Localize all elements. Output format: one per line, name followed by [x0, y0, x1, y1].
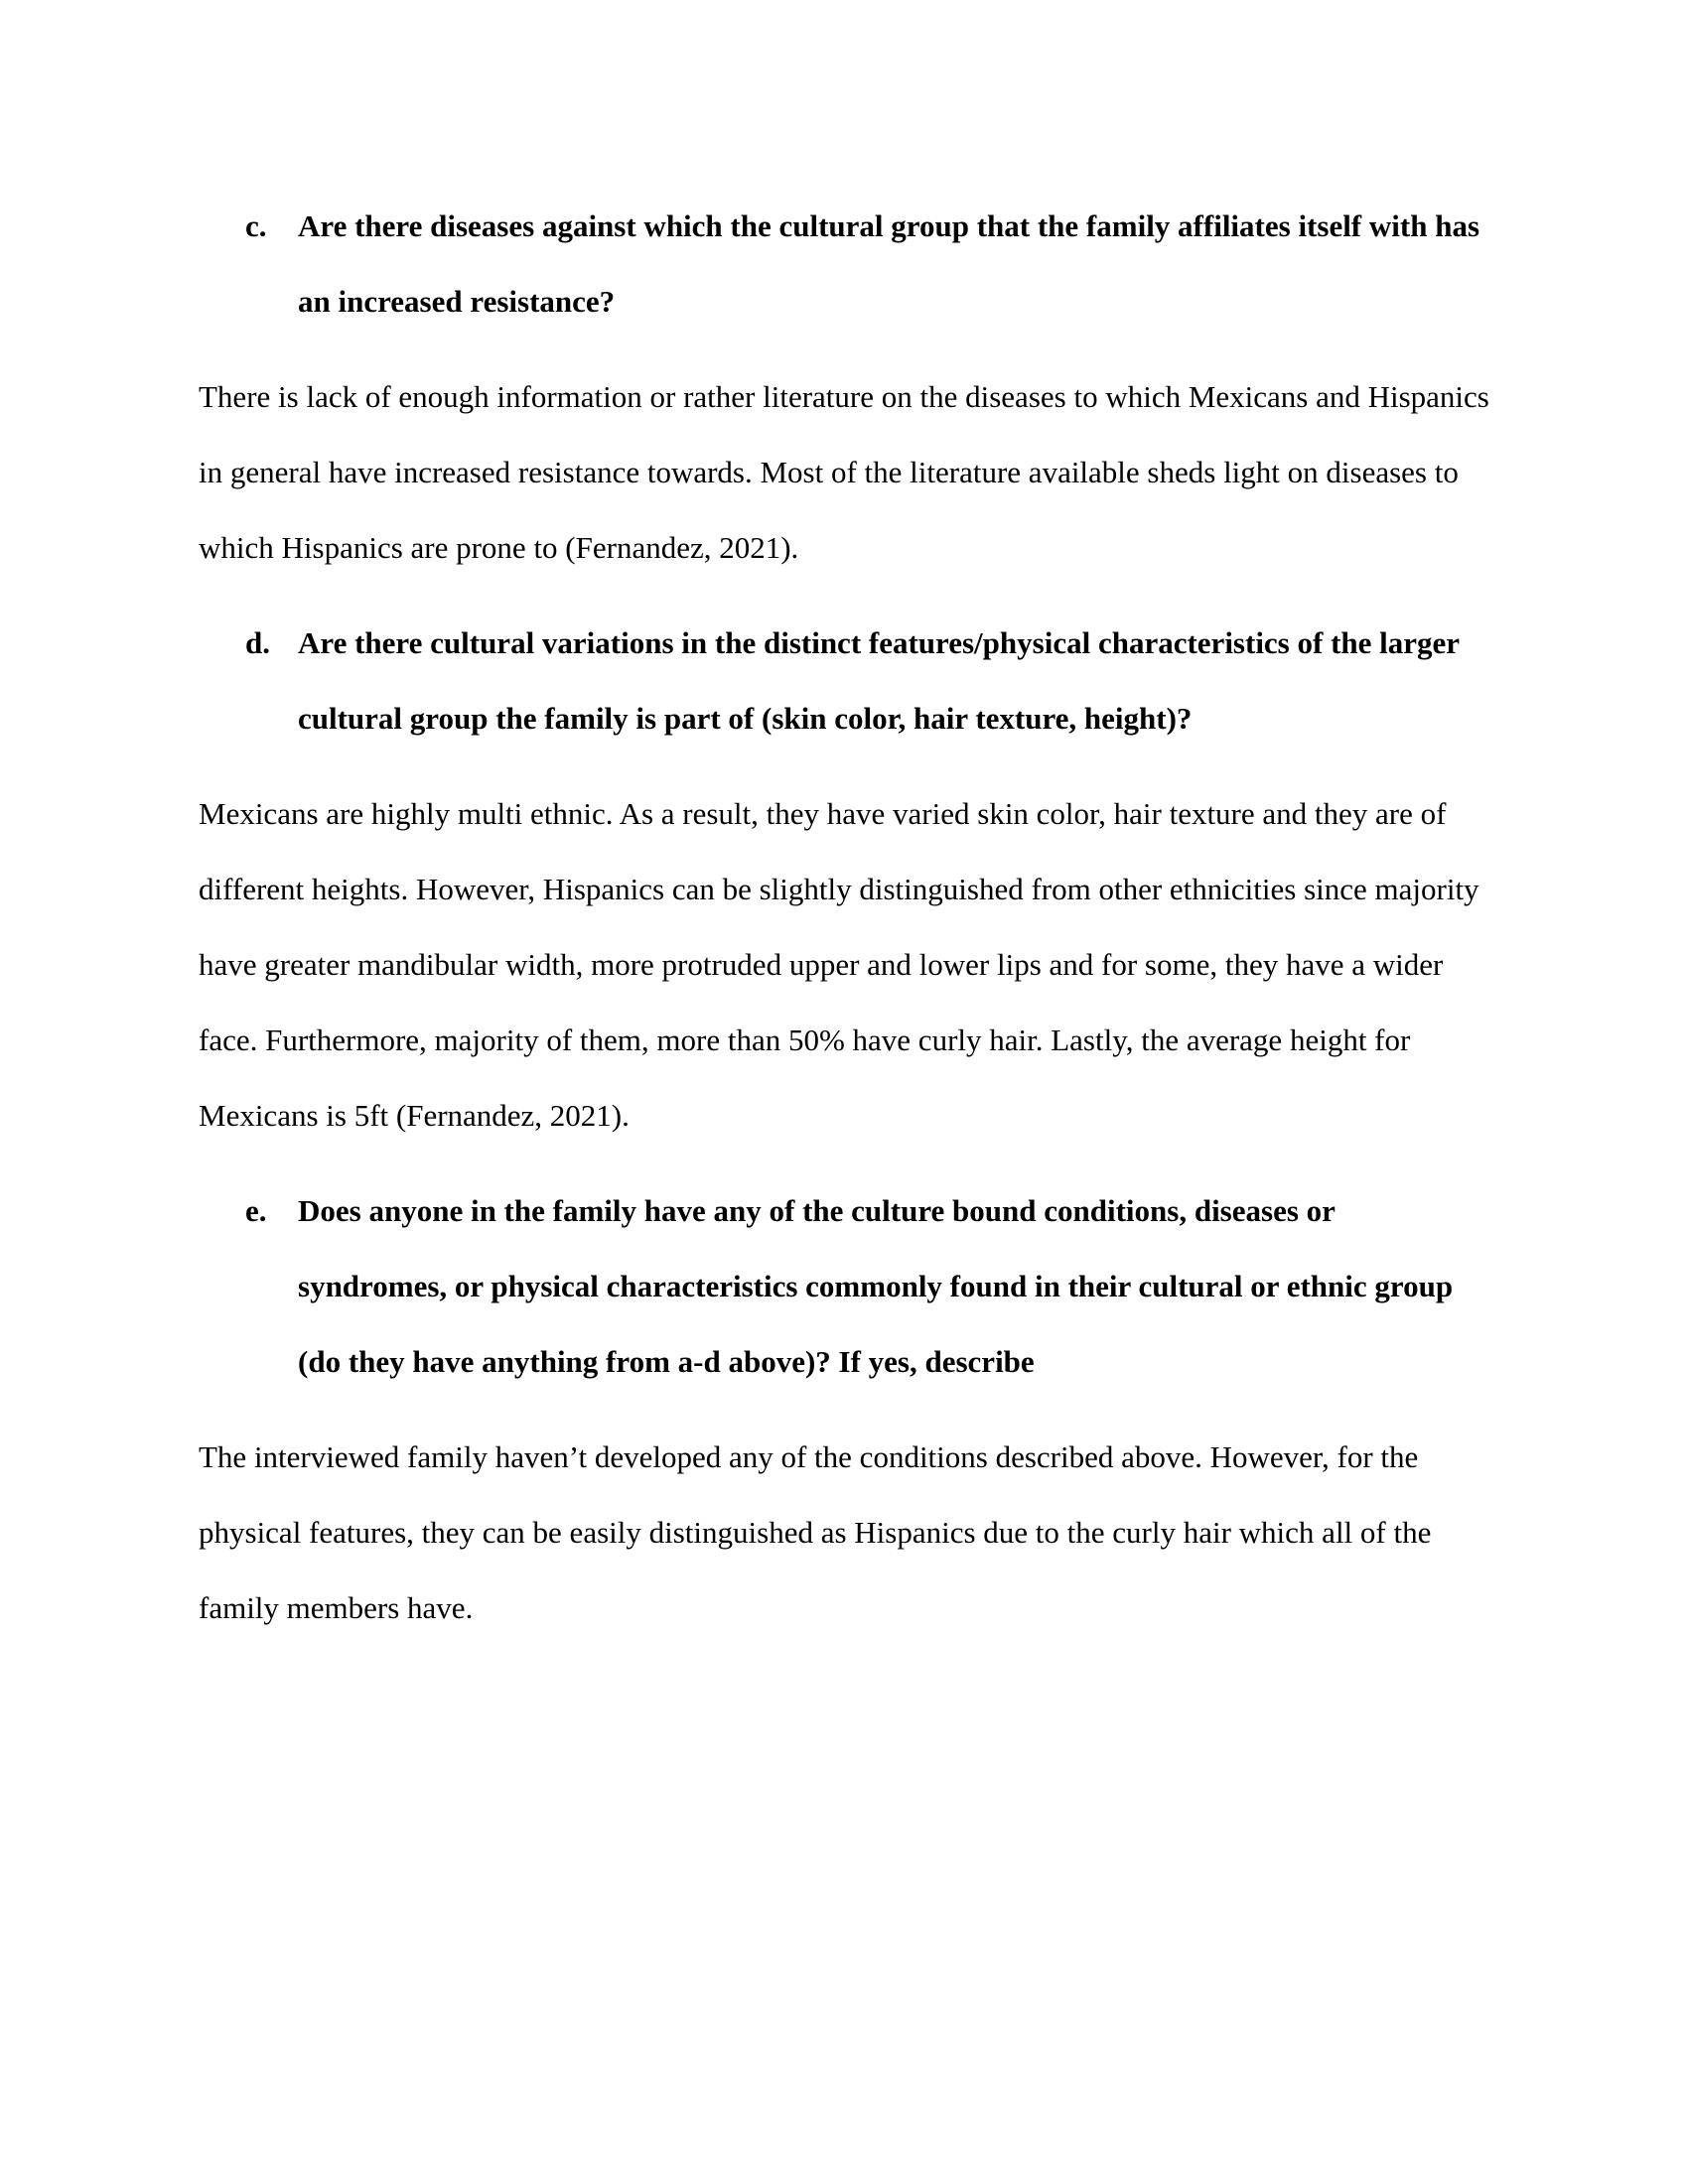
- answer-e-paragraph: The interviewed family haven’t developed any of the conditions described above. However, for the physical features, they can be easily distinguished as Hispanics due to the curly hair which all of the family members have.: [199, 1439, 1432, 1625]
- answer-d-paragraph: Mexicans are highly multi ethnic. As a result, they have varied skin color, hair texture and they are of different heights. However, Hispanics can be slightly distinguished from other ethnicities since majority have greater mandibular width, more protruded upper and lower lips and for some, they have a wider face. Furthermore, majority of them, more than 50% have curly hair. Lastly, the average height for Mexicans is 5ft (Fernandez, 2021).: [199, 796, 1479, 1133]
- question-e-text: Does anyone in the family have any of the culture bound conditions, diseases or syndromes, or physical characteristics commonly found in their cultural or ethnic group (do they have anything from a-d above)? If yes, describe: [298, 1193, 1454, 1379]
- question-e-heading: [199, 1173, 1489, 1400]
- question-e-letter: e.: [245, 1193, 267, 1228]
- page-content: [199, 189, 1489, 1666]
- question-c-letter: c.: [245, 208, 267, 243]
- question-d-text: Are there cultural variations in the distinct features/physical characteristics of the larger cultural group the family is part of (skin color, hair texture, height)?: [298, 625, 1460, 736]
- question-c-text: Are there diseases against which the cultural group that the family affiliates itself with has an increased resistance?: [298, 208, 1480, 319]
- question-d-letter: d.: [245, 625, 270, 660]
- answer-c-paragraph: There is lack of enough information or rather literature on the diseases to which Mexicans and Hispanics in general have increased resistance towards. Most of the literature available sheds light on diseases to which Hispanics are prone to (Fernandez, 2021).: [199, 379, 1489, 565]
- question-d-heading: [199, 606, 1489, 756]
- question-c-heading: [199, 189, 1489, 340]
